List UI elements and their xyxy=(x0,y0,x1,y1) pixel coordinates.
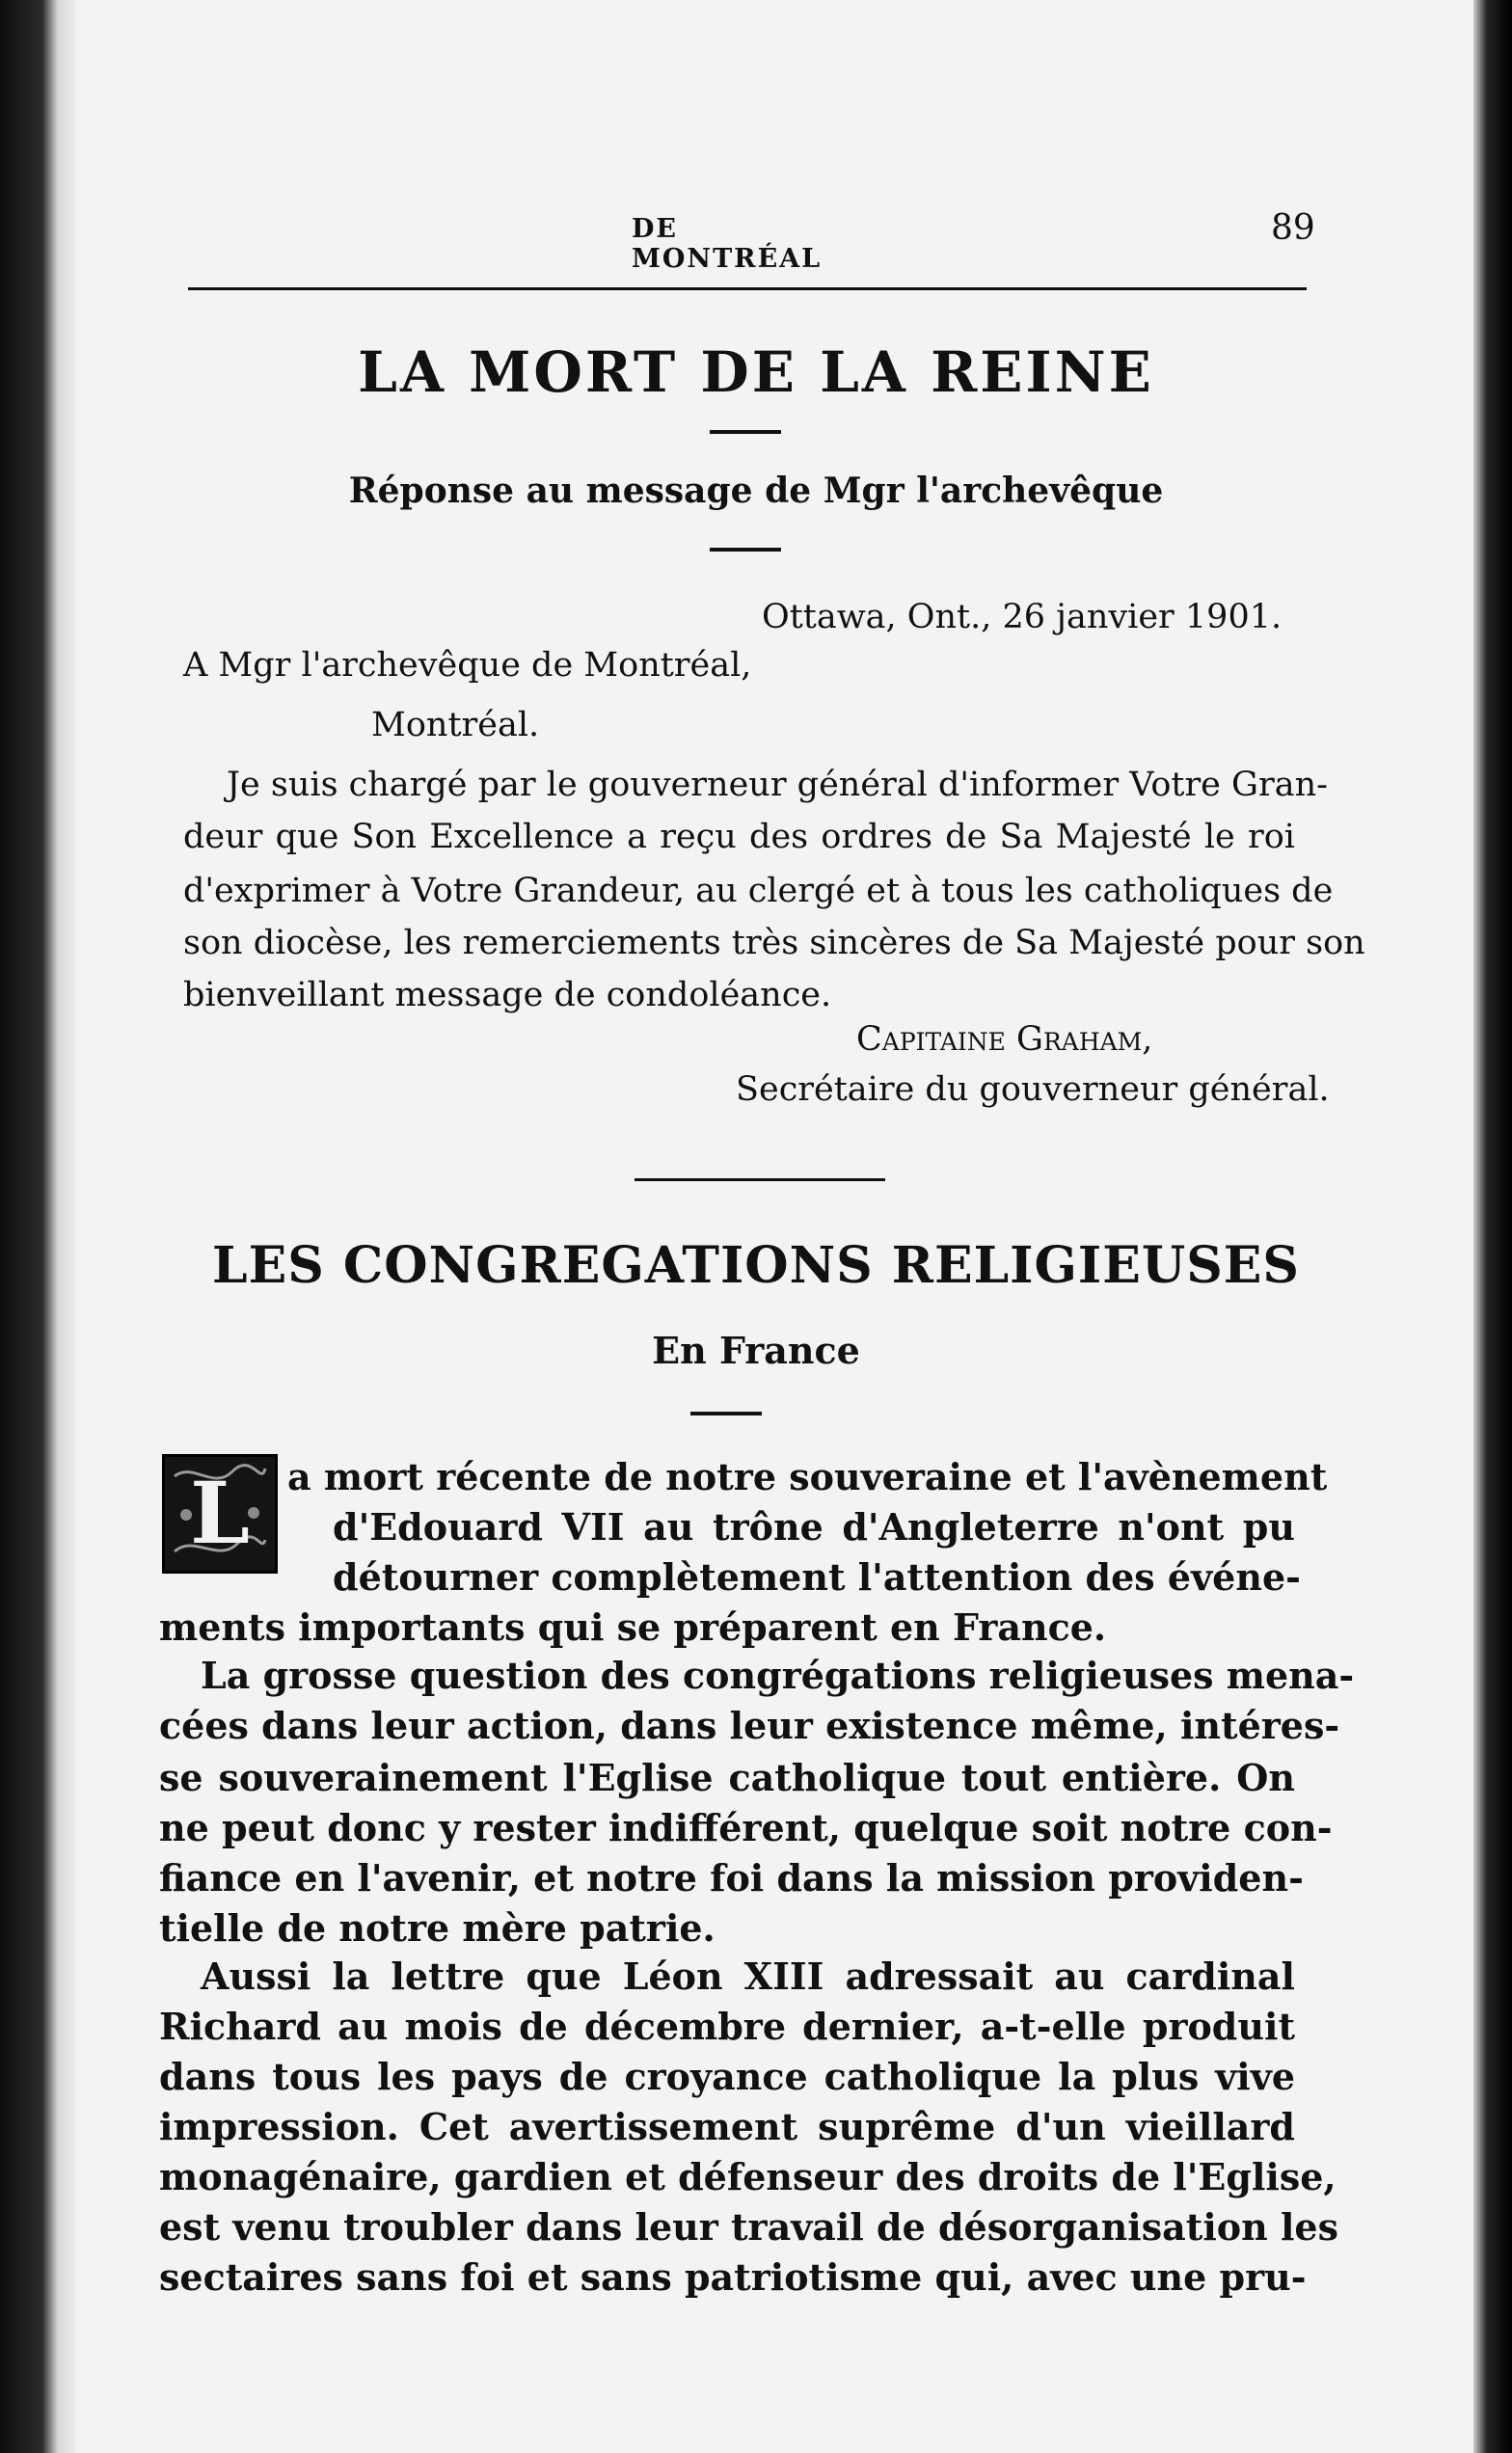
letter-body-line: deur que Son Excellence a reçu des ordres de Sa Majesté le roi xyxy=(183,818,1295,856)
letter-body-line: Je suis chargé par le gouverneur général d'informer Votre Gran- xyxy=(227,766,1328,804)
section-title-death-of-queen: LA MORT DE LA REINE xyxy=(358,339,1154,405)
page-number: 89 xyxy=(1271,208,1315,248)
title-underline-rule xyxy=(710,430,781,434)
letter-addressee: A Mgr l'archevêque de Montréal, xyxy=(183,646,752,685)
article-line: monagénaire, gardien et défenseur des droits de l'Eglise, xyxy=(159,2155,1336,2198)
article-line: Richard au mois de décembre dernier, a-t-elle produit xyxy=(159,2005,1295,2048)
article-line: Aussi la lettre que Léon XIII adressait au cardinal xyxy=(201,1954,1295,1998)
article-line: sectaires sans foi et sans patriotisme qui, avec une pru- xyxy=(159,2255,1307,2299)
article-line: d'Edouard VII au trône d'Angleterre n'ont pu xyxy=(333,1505,1295,1549)
letter-body-line: bienveillant message de condoléance. xyxy=(183,976,832,1014)
article-line: a mort récente de notre souveraine et l'avènement xyxy=(287,1455,1328,1498)
letter-body-line: son diocèse, les remerciements très sincères de Sa Majesté pour son xyxy=(183,924,1365,962)
article-line: ments importants qui se préparent en France. xyxy=(159,1605,1107,1649)
section-subtitle-reply: Réponse au message de Mgr l'archevêque xyxy=(348,471,1164,511)
section-title-congregations: LES CONGREGATIONS RELIGIEUSES xyxy=(212,1236,1300,1295)
dropcap-letter: L xyxy=(190,1463,250,1563)
article-line: se souverainement l'Eglise catholique tout entière. On xyxy=(159,1756,1295,1799)
article-line: impression. Cet avertissement suprême d'un vieillard xyxy=(159,2105,1295,2148)
subtitle-underline-rule xyxy=(690,1412,762,1415)
article-line: ne peut donc y rester indifférent, quelque soit notre con- xyxy=(159,1806,1333,1849)
running-head: DE MONTRÉAL xyxy=(632,214,823,274)
article-line: La grosse question des congrégations religieuses mena- xyxy=(201,1654,1355,1697)
article-line: est venu troubler dans leur travail de désorganisation les xyxy=(159,2205,1338,2249)
letter-dateline: Ottawa, Ont., 26 janvier 1901. xyxy=(762,598,1282,636)
letter-signature-title: Secrétaire du gouverneur général. xyxy=(736,1070,1330,1109)
article-line: détourner complètement l'attention des événe- xyxy=(333,1555,1301,1599)
letter-body-line: d'exprimer à Votre Grandeur, au clergé et à tous les catholiques de xyxy=(183,872,1334,910)
article-line: fiance en l'avenir, et notre foi dans la mission providen- xyxy=(159,1856,1304,1900)
section-subtitle-france: En France xyxy=(652,1329,860,1372)
letter-signature-name: Capitaine Graham, xyxy=(856,1020,1153,1059)
subtitle-underline-rule xyxy=(710,548,781,552)
section-divider-rule xyxy=(634,1178,885,1181)
article-line: cées dans leur action, dans leur existence même, intéres- xyxy=(159,1704,1340,1747)
article-line: dans tous les pays de croyance catholique la plus vive xyxy=(159,2055,1295,2098)
article-line: tielle de notre mère patrie. xyxy=(159,1906,716,1950)
letter-address-city: Montréal. xyxy=(371,706,540,744)
header-rule xyxy=(188,287,1307,290)
ornamental-dropcap xyxy=(162,1454,278,1574)
